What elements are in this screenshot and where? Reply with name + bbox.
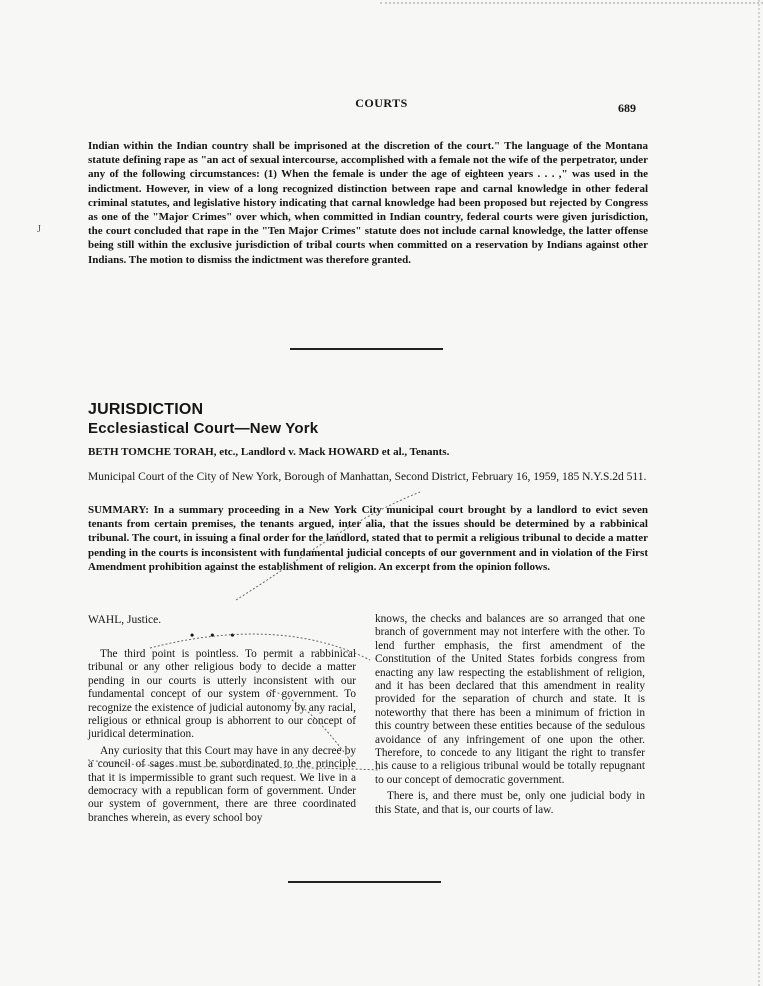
section-subheading: Ecclesiastical Court—New York — [88, 420, 319, 437]
top-dotted-border — [380, 2, 763, 4]
opinion-paragraph: The third point is pointless. To permit a rabbinical tribunal or any other religious body to decide a matter pending in our courts is utterly inconsistent with our fundamental concept of our system of government. To recognize the existence of judicial autonomy by any racial, religious or ethnical group is abhorrent to our concept of juridical determination. — [88, 648, 356, 741]
opinion-paragraph: knows, the checks and balances are so arranged that one branch of government may not interfere with the other. To lend further emphasis, the first amendment of the Constitution of the United States forbids congress from enacting any law respecting the establishment of religion, and it has been declared that this amendment in reality provided for the separation of church and state. It is noteworthy that there has been a minimum of friction in this country between these entities because of the sedulous avoidance of any infringement of one upon the other. Therefore, to concede to any litigant the right to transfer his cause to a religious tribunal would be totally repugnant to our concept of democratic government. — [375, 613, 645, 786]
running-header: COURTS — [355, 96, 408, 110]
opinion-right-column — [375, 613, 645, 817]
opinion-paragraph: There is, and there must be, only one judicial body in this State, and that is, our courts of law. — [375, 790, 645, 816]
intro-paragraph: Indian within the Indian country shall be imprisoned at the discretion of the court." The language of the Montana statute defining rape as "an act of sexual intercourse, accomplished with a female not the wife of the perpetrator, under any of the following circumstances: (1) When the female is under the age of eighteen years . . . ," was used in the indictment. However, in view of a long recognized distinction between rape and carnal knowledge in other federal criminal statutes, and legislative history indicating that carnal knowledge had been proposed but rejected by Congress as one of the "Major Crimes" over which, when committed in Indian country, federal courts were given jurisdiction, the court concluded that rape in the "Ten Major Crimes" statute does not include carnal knowledge, the latter offense being still within the exclusive jurisdiction of tribal courts when committed on a reservation by Indians against other Indians. The motion to dismiss the indictment was therefore granted. — [88, 140, 648, 266]
section-divider-bottom — [288, 881, 441, 883]
opinion-left-column — [88, 648, 356, 825]
judge-name: WAHL, Justice. — [88, 614, 162, 626]
right-dotted-border — [758, 0, 760, 986]
summary-text: In a summary proceeding in a New York City municipal court brought by a landlord to evict seven tenants from certain premises, the tenants argued, inter alia, that the issues should be determined by a rabbinical tribunal. The court, in issuing a final order for the landlord, stated that to permit a religious tribunal to decide a matter pending in the courts is inconsistent with fundamental judicial concepts of our government and in violation of the First Amendment prohibition against the establishment of religion. An excerpt from the opinion follows. — [88, 504, 648, 573]
margin-mark: J — [37, 224, 41, 235]
case-summary — [88, 503, 648, 574]
case-citation: Municipal Court of the City of New York, Borough of Manhattan, Second District, February 16, 1959, 185 N.Y.S.2d 511. — [88, 471, 647, 483]
section-divider-top — [290, 348, 443, 350]
summary-label: SUMMARY: — [88, 504, 149, 516]
ellipsis-bullets: ••• — [190, 628, 251, 642]
case-title: BETH TOMCHE TORAH, etc., Landlord v. Mack HOWARD et al., Tenants. — [88, 446, 450, 458]
opinion-paragraph: Any curiosity that this Court may have in any decree by a council of sages must be subordinated to the principle that it is impermissible to grant such request. We live in a democracy with a republican form of government. Under our system of government, there are three coordinated branches wherein, as every school boy — [88, 744, 356, 824]
page-number: 689 — [618, 101, 636, 115]
section-heading: JURISDICTION — [88, 401, 204, 418]
